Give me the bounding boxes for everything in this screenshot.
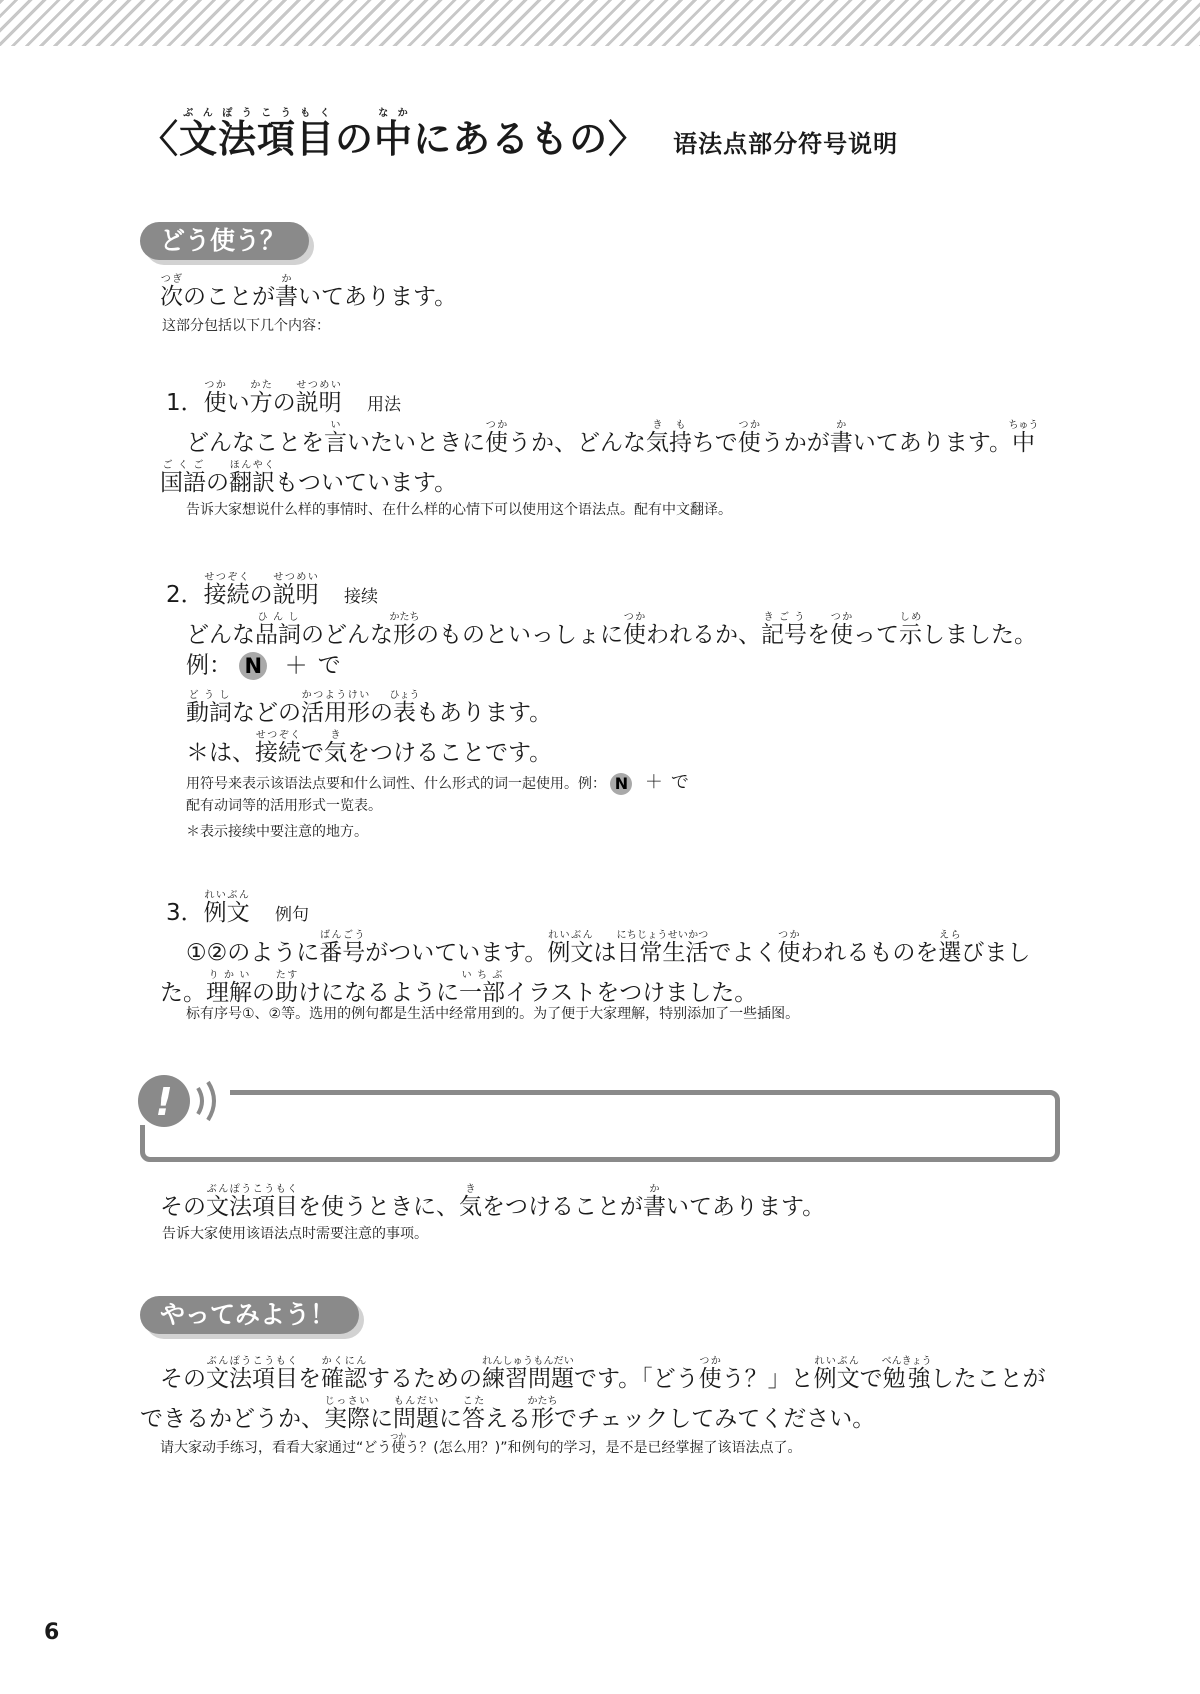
- item1-cn: 告诉大家想说什么样的事情时、在什么样的心情下可以使用这个语法点。配有中文翻译。: [186, 502, 732, 518]
- item2-example: 例： N ＋ で: [186, 652, 341, 679]
- item2-line4: ＊は、接続せつぞくで気きをつけることです。: [186, 730, 553, 766]
- how-to-use-intro-cn: 这部分包括以下几个内容：: [162, 318, 330, 334]
- noun-badge: N: [239, 652, 267, 680]
- warning-text: その文法項目ぶんぽうこうもくを使うときに、気きをつけることが書かいてあります。: [160, 1184, 826, 1220]
- item3-line2: た。理解りかいの助たすけになるように一部いちぶイラストをつけました。: [160, 970, 758, 1006]
- warning-box: [140, 1090, 1060, 1162]
- item1-label-cn: 用法: [366, 395, 401, 415]
- warning-cn: 告诉大家使用该语法点时需要注意的事项。: [162, 1226, 428, 1242]
- header-stripes: [0, 0, 1200, 46]
- exclamation-icon: [136, 1072, 236, 1130]
- item2-cn1: 用符号来表示该语法点要和什么词性、什么形式的词一起使用。例： N ＋ で: [186, 772, 689, 793]
- item2-label-cn: 接续: [343, 587, 378, 607]
- page-number: 6: [44, 1620, 60, 1645]
- how-to-use-pill: どう使う？: [140, 222, 309, 260]
- item2-cn3: ＊表示接续中要注意的地方。: [186, 824, 368, 840]
- item3-cn: 标有序号①、②等。选用的例句都是生活中经常用到的。为了便于大家理解，特别添加了一些插图。: [186, 1006, 800, 1022]
- item3-heading: 3．例文れいぶん 例句: [166, 890, 309, 926]
- noun-badge-small: N: [610, 773, 632, 795]
- item3-line1: ①②のように番号ばんごうがついています。例文れいぶんは日常生活にちじょうせいかつでよく使つかわれるものを選えらびまし: [186, 930, 1031, 966]
- item1-line2: 国語ごくごの翻訳ほんやくもついています。: [160, 460, 458, 496]
- item3-label-cn: 例句: [274, 905, 309, 925]
- item1-heading: 1．使つかい方かたの説明せつめい 用法: [166, 380, 401, 416]
- item1-line1: どんなことを言いいたいときに使つかうか、どんな気持きもちで使つかうかが書かいてあります。中ちゅう: [186, 420, 1039, 456]
- page-title: 〈文法項目ぶんぽうこうもくの中なかにあるもの〉 语法点部分符号说明: [140, 108, 899, 161]
- item2-line3: 動詞どうしなどの活用形かつようけいの表ひょうもあります。: [186, 690, 553, 726]
- item2-heading: 2．接続せつぞくの説明せつめい 接续: [166, 572, 378, 608]
- item2-line1: どんな品詞ひんしのどんな形かたちのものといっしょに使つかわれるか、記号きごうを使つかって示しめしました。: [186, 612, 1037, 648]
- try-it-line1: その文法項目ぶんぽうこうもくを確認かくにんするための練習問題れんしゅうもんだいです。「どう使つかう？」と例文れいぶんで勉強べんきょうしたことが: [160, 1356, 1046, 1392]
- svg-text:!: !: [155, 1080, 173, 1124]
- item2-cn2: 配有动词等的活用形式一览表。: [186, 798, 382, 814]
- how-to-use-intro: 次つぎのことが書かいてあります。: [160, 274, 458, 310]
- try-it-cn: 请大家动手练习，看看大家通过“どう使つかう？(怎么用？)”和例句的学习，是不是已经掌握了该语法点了。: [160, 1432, 802, 1456]
- try-it-pill: やってみよう！: [140, 1296, 359, 1334]
- page-subtitle: 语法点部分符号说明: [673, 130, 899, 158]
- try-it-line2: できるかどうか、実際じっさいに問題もんだいに答こたえる形かたちでチェックしてみてください。: [140, 1396, 876, 1432]
